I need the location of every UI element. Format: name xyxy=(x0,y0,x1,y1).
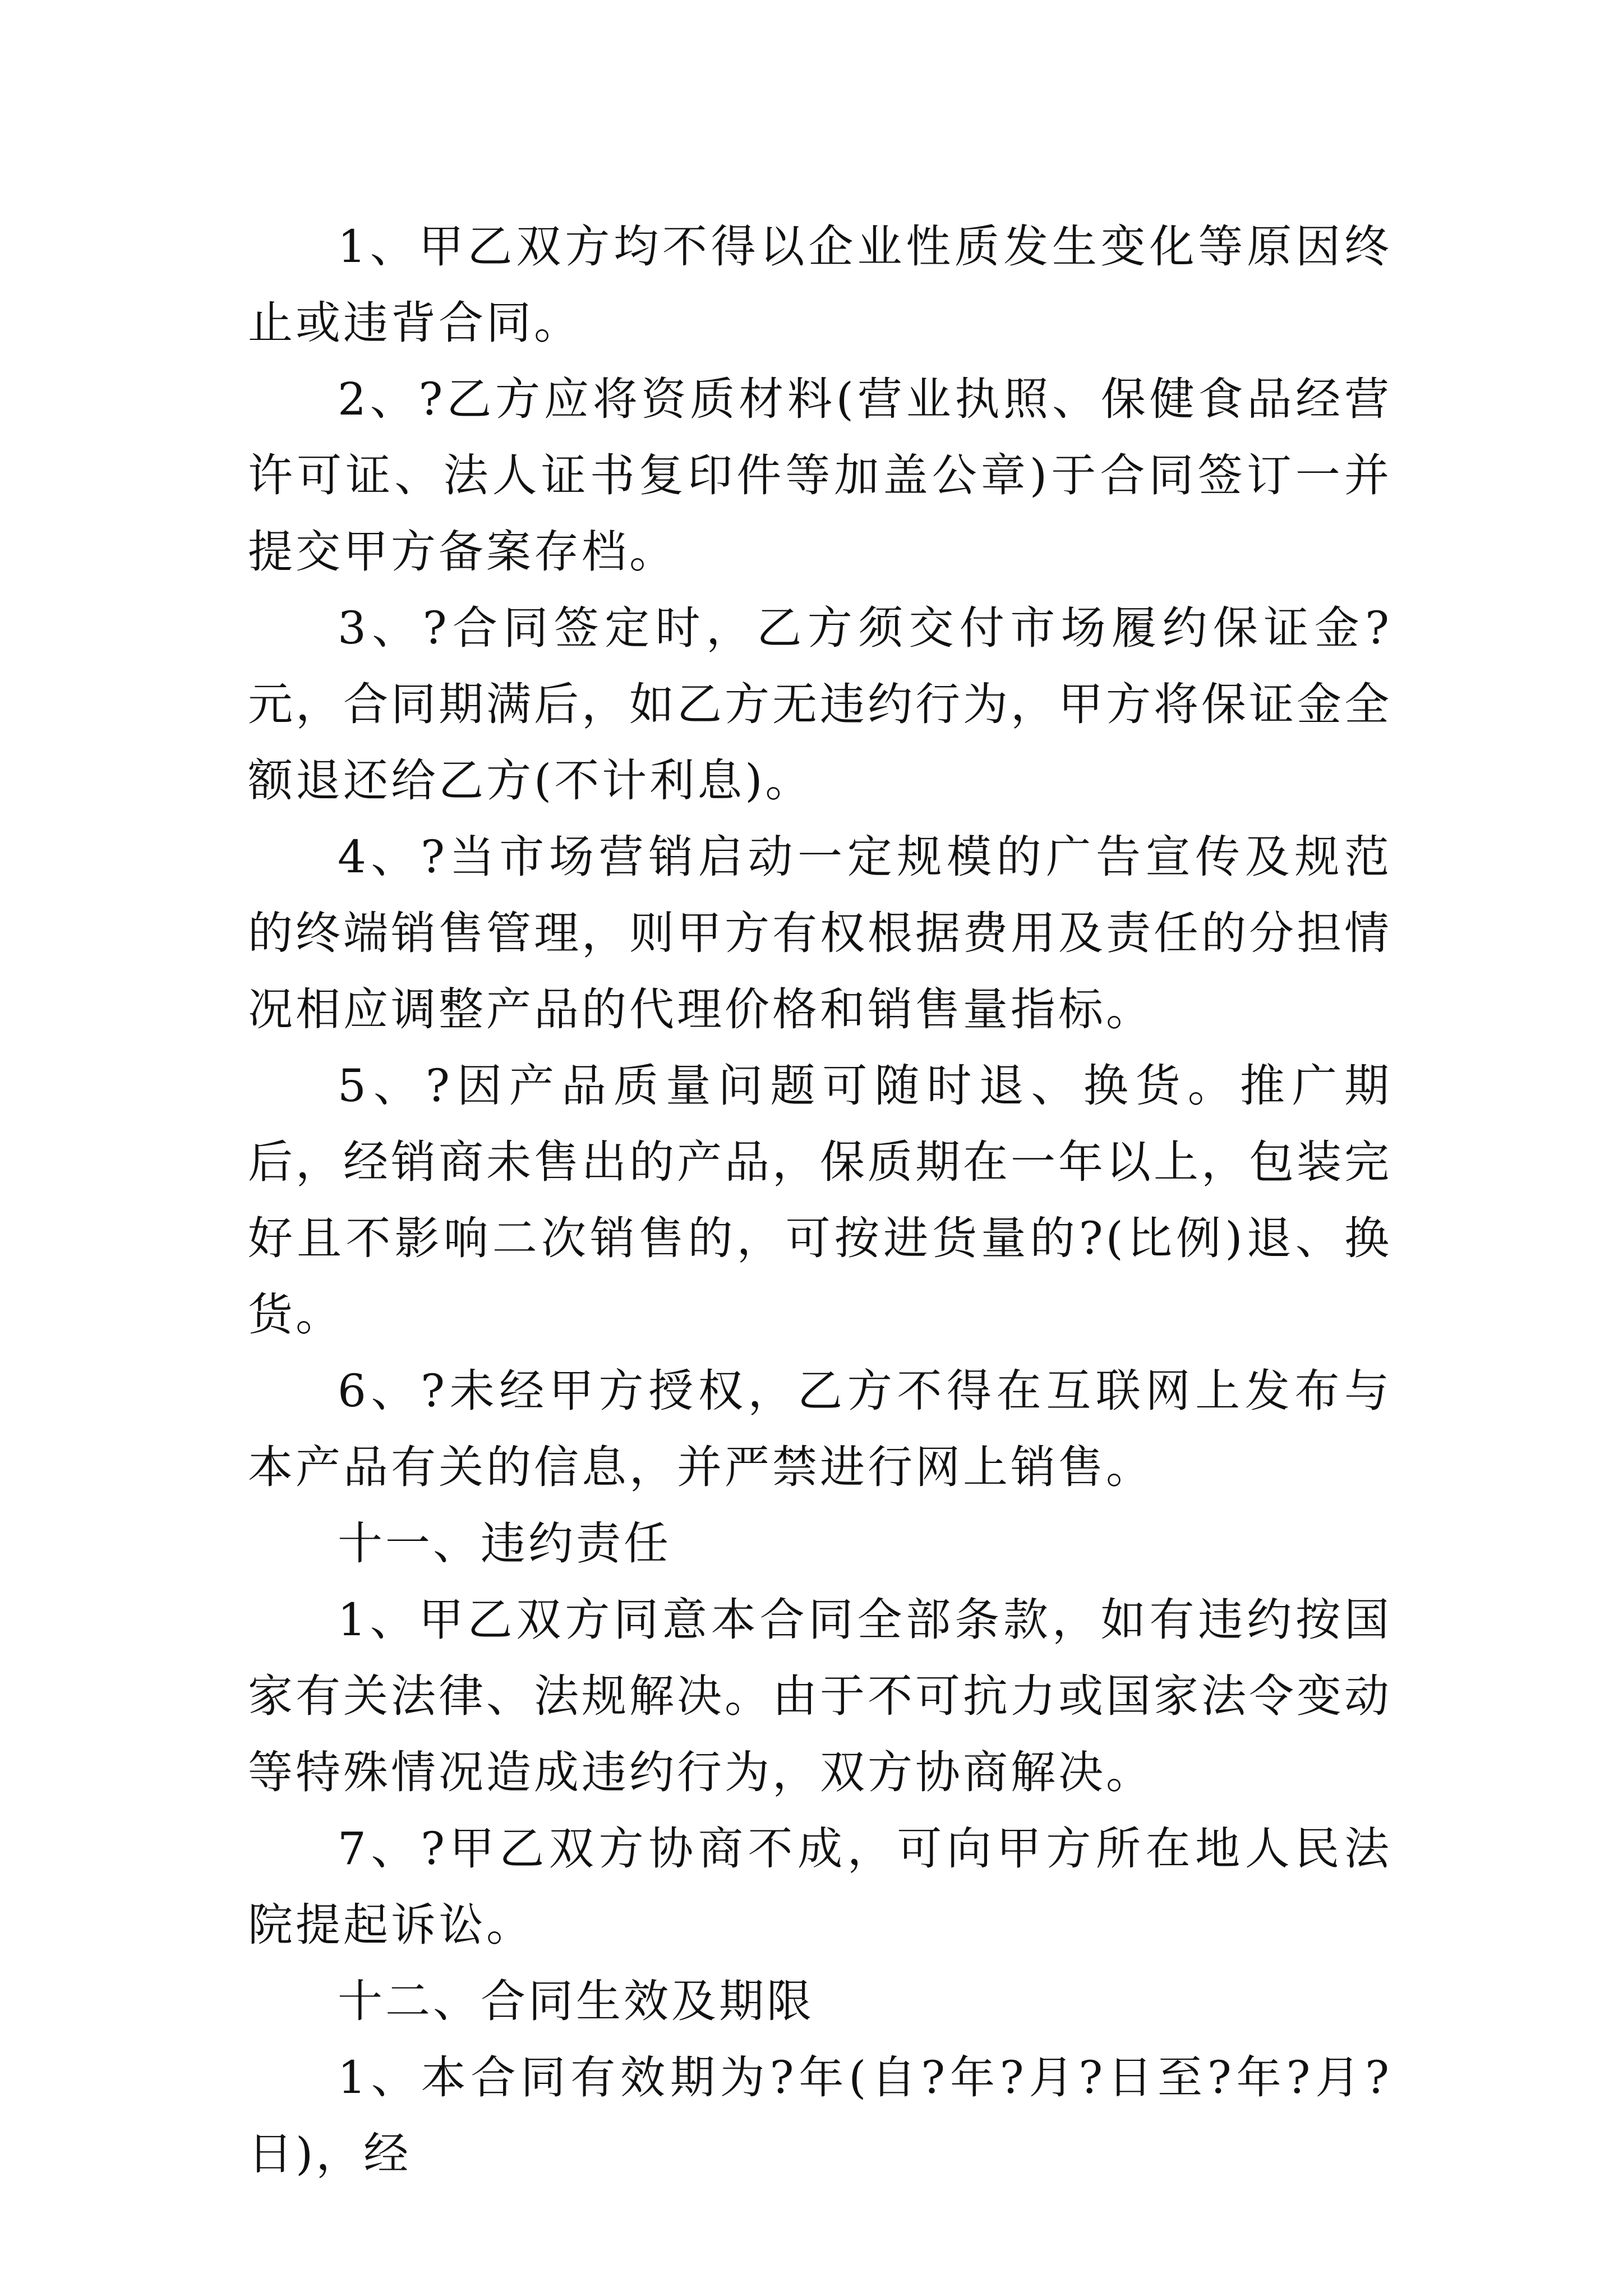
clause-1-paragraph: 1、甲乙双方均不得以企业性质发生变化等原因终止或违背合同。 xyxy=(248,220,1392,349)
clause-3-paragraph: 3、?合同签定时，乙方须交付市场履约保证金?元，合同期满后，如乙方无违约行为，甲方将保证金全额退还给乙方(不计利息)。 xyxy=(248,602,1392,807)
clause-5-paragraph: 5、?因产品质量问题可随时退、换货。推广期后，经销商未售出的产品，保质期在一年以上，包装完好且不影响二次销售的，可按进货量的?(比例)退、换货。 xyxy=(248,1060,1392,1341)
section-heading-breach-liability: 十一、违约责任 xyxy=(338,1517,671,1570)
document-body xyxy=(248,209,1392,2192)
clause-6-paragraph: 6、?未经甲方授权，乙方不得在互联网上发布与本产品有关的信息，并严禁进行网上销售。 xyxy=(248,1365,1392,1493)
term-clause-1-paragraph: 1、本合同有效期为?年(自?年?月?日至?年?月?日)，经 xyxy=(248,2051,1392,2180)
section-heading-effect-and-term: 十二、合同生效及期限 xyxy=(338,1975,814,2027)
clause-4-paragraph: 4、?当市场营销启动一定规模的广告宣传及规范的终端销售管理，则甲方有权根据费用及责任的分担情况相应调整产品的代理价格和销售量指标。 xyxy=(248,831,1392,1036)
breach-clause-7-paragraph: 7、?甲乙双方协商不成，可向甲方所在地人民法院提起诉讼。 xyxy=(248,1823,1392,1951)
breach-clause-1-paragraph: 1、甲乙双方同意本合同全部条款，如有违约按国家有关法律、法规解决。由于不可抗力或国家法令变动等特殊情况造成违约行为，双方协商解决。 xyxy=(248,1594,1392,1798)
clause-2-paragraph: 2、?乙方应将资质材料(营业执照、保健食品经营许可证、法人证书复印件等加盖公章)于合同签订一并提交甲方备案存档。 xyxy=(248,373,1392,578)
